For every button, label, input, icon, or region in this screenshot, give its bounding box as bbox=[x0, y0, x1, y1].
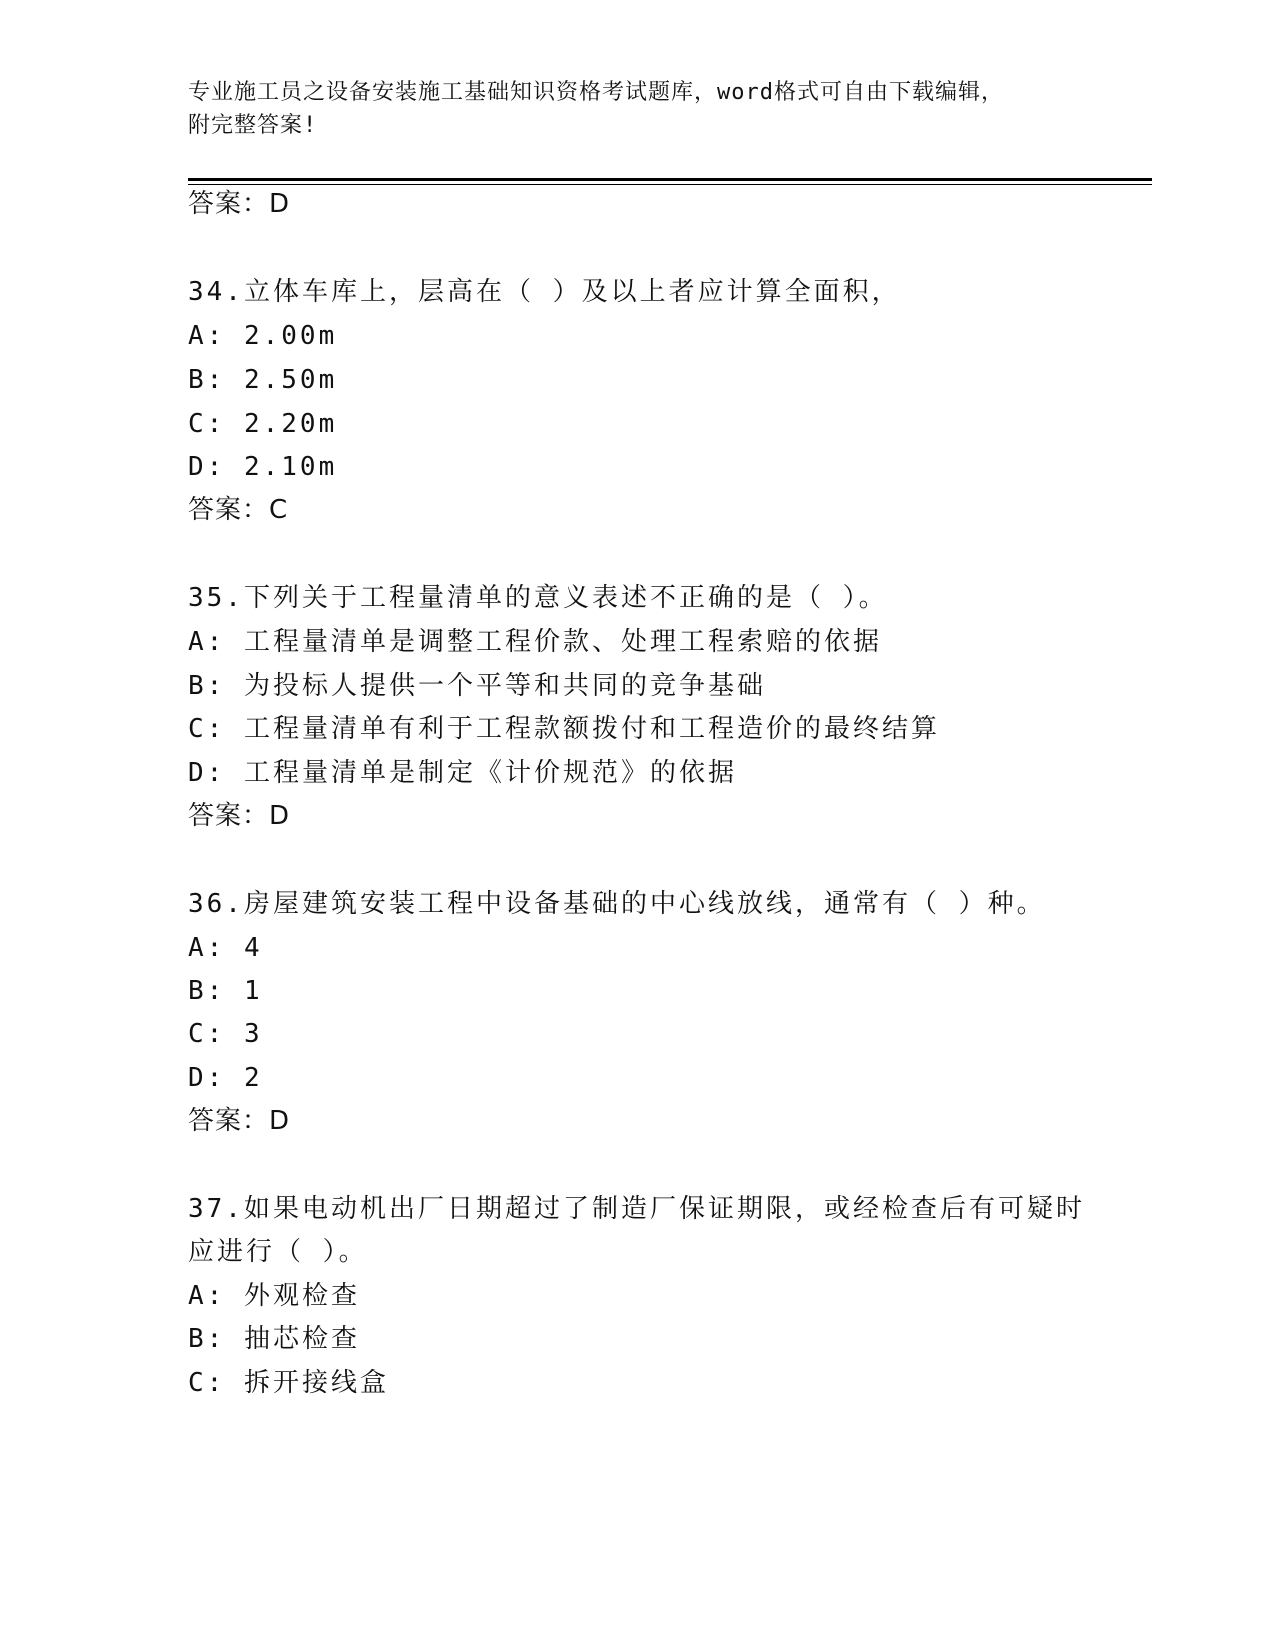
question-35-option-c: C: 工程量清单有利于工程款额拨付和工程造价的最终结算 bbox=[188, 714, 940, 744]
question-37-option-a: A: 外观检查 bbox=[188, 1281, 360, 1311]
question-34-option-d: D: 2.10m bbox=[188, 452, 338, 482]
question-37-option-c: C: 拆开接线盒 bbox=[188, 1368, 389, 1398]
question-35-option-a: A: 工程量清单是调整工程价款、处理工程索赔的依据 bbox=[188, 627, 882, 657]
question-34-stem: 34.立体车库上，层高在（ ）及以上者应计算全面积， bbox=[188, 277, 901, 307]
question-37-option-b: B: 抽芯检查 bbox=[188, 1324, 360, 1354]
question-34-option-a: A: 2.00m bbox=[188, 321, 338, 351]
header-line-1: 专业施工员之设备安装施工基础知识资格考试题库，word格式可自由下载编辑， bbox=[188, 80, 1004, 105]
question-36-option-c: C: 3 bbox=[188, 1019, 263, 1049]
question-37-stem-line-1: 37.如果电动机出厂日期超过了制造厂保证期限，或经检查后有可疑时 bbox=[188, 1194, 1085, 1224]
question-36-option-a: A: 4 bbox=[188, 933, 263, 963]
question-34-answer: 答案：C bbox=[188, 495, 289, 525]
question-36-option-b: B: 1 bbox=[188, 976, 263, 1006]
question-35-option-b: B: 为投标人提供一个平等和共同的竞争基础 bbox=[188, 671, 766, 701]
question-34-option-c: C: 2.20m bbox=[188, 409, 338, 439]
question-35-answer: 答案：D bbox=[188, 801, 291, 831]
question-36-option-d: D: 2 bbox=[188, 1063, 263, 1093]
header-divider-thick bbox=[188, 178, 1152, 181]
previous-answer: 答案：D bbox=[188, 189, 291, 219]
question-35-stem: 35.下列关于工程量清单的意义表述不正确的是（ ）。 bbox=[188, 583, 888, 613]
question-36-stem: 36.房屋建筑安装工程中设备基础的中心线放线，通常有（ ）种。 bbox=[188, 889, 1046, 919]
question-36-answer: 答案：D bbox=[188, 1106, 291, 1136]
question-37-stem-line-2: 应进行（ ）。 bbox=[188, 1237, 368, 1267]
document-header bbox=[188, 76, 1068, 142]
header-divider-thin bbox=[188, 184, 1152, 185]
question-35-option-d: D: 工程量清单是制定《计价规范》的依据 bbox=[188, 758, 737, 788]
header-line-2: 附完整答案! bbox=[188, 113, 318, 138]
question-34-option-b: B: 2.50m bbox=[188, 365, 338, 395]
